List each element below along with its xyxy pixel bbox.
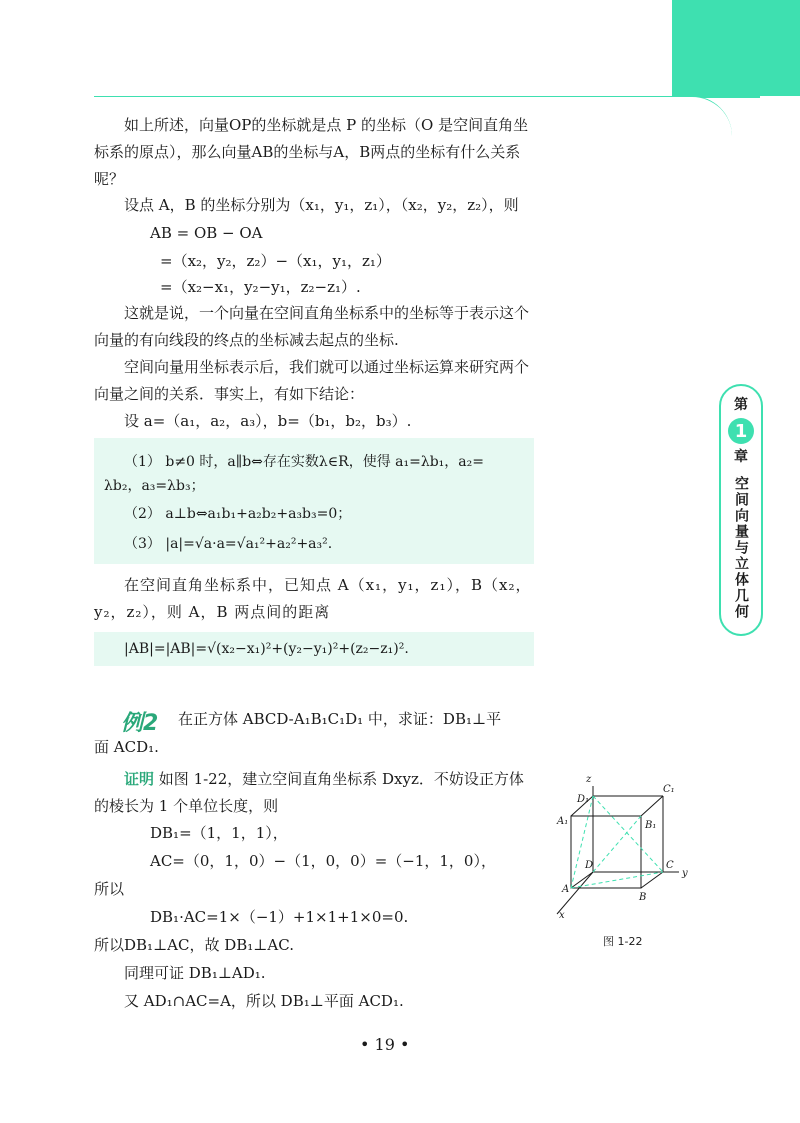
label-z: z bbox=[586, 774, 592, 785]
label-a1: A₁ bbox=[557, 816, 569, 827]
figure-caption: 图 1-22 bbox=[603, 935, 643, 948]
page-corner bbox=[672, 96, 732, 137]
vector-db1: DB₁=（1，1，1）， bbox=[150, 824, 288, 842]
distance-intro: 在空间直角坐标系中，已知点 A（x₁，y₁，z₁），B（x₂，y₂，z₂），则 A，B 两点间的距离 bbox=[94, 576, 532, 621]
chapter-tab bbox=[719, 384, 763, 636]
conclusion-line-3: 又 AD₁∩AC=A，所以 DB₁⊥平面 ACD₁. bbox=[124, 992, 404, 1010]
label-a: A bbox=[562, 884, 570, 895]
example-statement-2: 面 ACD₁. bbox=[94, 738, 159, 756]
dot-product: DB₁·AC=1×（−1）+1×1+1×0=0. bbox=[150, 908, 409, 926]
header-rule bbox=[94, 96, 724, 97]
paragraph-5: 设 a=（a₁，a₂，a₃），b=（b₁，b₂，b₃）. bbox=[124, 412, 412, 430]
conclusion-1b: λb₂，a₃=λb₃； bbox=[104, 478, 205, 494]
conclusion-1a: （1） b≠0 时，a∥b⇔存在实数λ∈R，使得 a₁=λb₁，a₂= bbox=[124, 454, 484, 470]
example-statement-1: 在正方体 ABCD-A₁B₁C₁D₁ 中，求证：DB₁⊥平 bbox=[178, 710, 502, 728]
diag-d1c bbox=[593, 796, 663, 872]
header-band bbox=[672, 0, 800, 98]
equation-1: AB = OB − OA bbox=[150, 224, 263, 242]
vector-ac: AC=（0，1，0）−（1，0，0）=（−1，1，0）， bbox=[150, 852, 496, 870]
proof-label: 证明 bbox=[124, 770, 155, 788]
distance-formula: |AB|=|AB|=√(x₂−x₁)²+(y₂−y₁)²+(z₂−z₁)². bbox=[124, 641, 409, 657]
equation-3: =（x₂−x₁，y₂−y₁，z₂−z₁）. bbox=[160, 278, 361, 296]
page-number: • 19 • bbox=[360, 1035, 410, 1054]
paragraph-3: 这就是说，一个向量在空间直角坐标系中的坐标等于表示这个向量的有向线段的终点的坐标减去起点的坐标. bbox=[94, 304, 530, 349]
chapter-char-1: 第 bbox=[734, 397, 748, 413]
label-b1: B₁ bbox=[645, 820, 657, 831]
diag-ac bbox=[571, 872, 663, 888]
diag-db1 bbox=[593, 816, 641, 872]
label-y: y bbox=[682, 868, 688, 879]
conclusion-line-2: 同理可证 DB₁⊥AD₁. bbox=[124, 964, 266, 982]
paragraph-2: 设点 A，B 的坐标分别为（x₁，y₁，z₁），（x₂，y₂，z₂），则 bbox=[124, 196, 519, 214]
distance-box bbox=[94, 632, 534, 666]
label-c1: C₁ bbox=[663, 784, 675, 795]
cube-front-face bbox=[571, 816, 641, 888]
proof-paragraph bbox=[94, 766, 534, 820]
chapter-number: 1 bbox=[728, 418, 754, 444]
conclusion-2: （2） a⊥b⇔a₁b₁+a₂b₂+a₃b₃=0； bbox=[124, 506, 352, 522]
paragraph-4: 空间向量用坐标表示后，我们就可以通过坐标运算来研究两个向量之间的关系．事实上，有如下结论： bbox=[94, 358, 530, 403]
paragraph-1: 如上所述，向量OP的坐标就是点 P 的坐标（O 是空间直角坐标系的原点），那么向量AB的坐标与A，B两点的坐标有什么关系呢？ bbox=[94, 116, 529, 188]
label-d1: D₁ bbox=[577, 794, 590, 805]
chapter-char-2: 章 bbox=[734, 449, 748, 465]
cube-top-right bbox=[641, 796, 663, 816]
label-d: D bbox=[585, 860, 594, 871]
conclusion-line-1: 所以DB₁⊥AC，故 DB₁⊥AC. bbox=[94, 936, 294, 954]
side-margin bbox=[760, 96, 800, 1123]
chapter-title: 空间向量与立体几何 bbox=[733, 476, 749, 620]
label-c: C bbox=[666, 860, 674, 871]
conclusion-box bbox=[94, 438, 534, 564]
cube-bottom-right bbox=[641, 872, 663, 888]
proof-intro: 如图 1-22，建立空间直角坐标系 Dxyz．不妨设正方体的棱长为 1 个单位长度，则 bbox=[94, 770, 524, 815]
example-label: 例2 bbox=[121, 711, 159, 736]
label-b: B bbox=[639, 892, 647, 903]
conclusion-3: （3） |a|=√a·a=√a₁²+a₂²+a₃². bbox=[124, 536, 333, 552]
equation-2: =（x₂，y₂，z₂）−（x₁，y₁，z₁） bbox=[160, 252, 391, 270]
cube-figure bbox=[545, 768, 695, 928]
so-label: 所以 bbox=[94, 880, 125, 898]
label-x: x bbox=[559, 910, 565, 921]
